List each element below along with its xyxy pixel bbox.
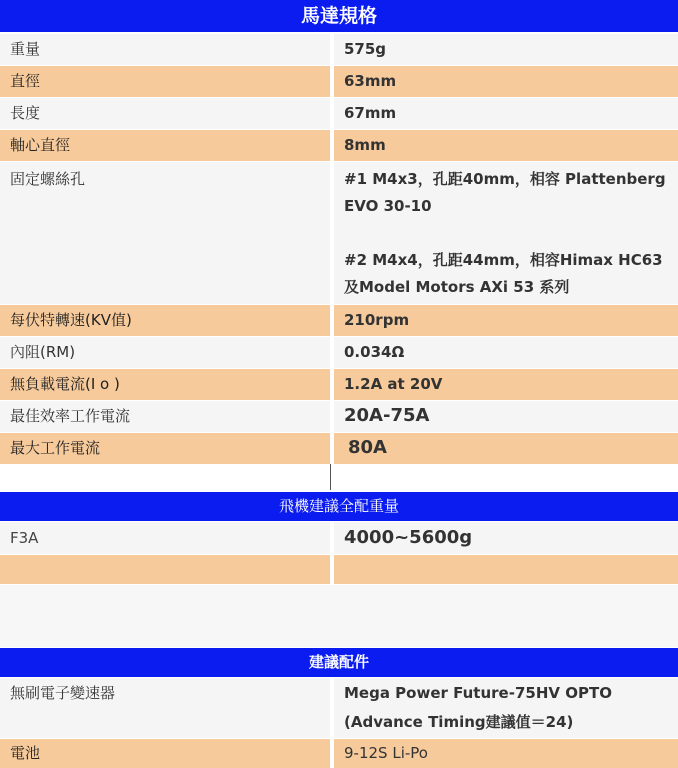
spec-row-max-current — [0, 433, 678, 464]
empty-row — [0, 555, 678, 584]
spec-value-line: #1 M4x3，孔距40mm，相容 Plattenberg — [344, 170, 666, 188]
accessory-row-esc — [0, 678, 678, 738]
spec-value: 63mm — [344, 72, 397, 90]
spec-value-line: EVO 30-10 — [344, 197, 432, 215]
spec-value: 67mm — [344, 104, 397, 122]
spec-label: 固定螺絲孔 — [10, 170, 86, 188]
spec-value-line: 及Model Motors AXi 53 系列 — [344, 278, 570, 296]
section-title: 馬達規格 — [300, 5, 377, 27]
spec-value: 210rpm — [344, 311, 410, 329]
section-header-motor-spec — [0, 0, 678, 32]
spec-label: 最佳效率工作電流 — [10, 407, 131, 425]
spec-label: 重量 — [10, 40, 41, 58]
spec-value: 8mm — [344, 136, 386, 154]
spec-value: 575g — [344, 40, 387, 58]
spec-row-kv — [0, 305, 678, 336]
spec-label: 無負載電流(I o ) — [10, 375, 120, 393]
spec-label: 最大工作電流 — [10, 439, 101, 457]
spec-row-shaft-diameter — [0, 130, 678, 161]
spec-row-resistance — [0, 337, 678, 368]
spec-row-optimal-current — [0, 401, 678, 432]
weight-label: F3A — [10, 529, 39, 547]
empty-area — [0, 585, 678, 647]
spec-label: 直徑 — [10, 72, 41, 90]
spec-row-weight — [0, 34, 678, 65]
accessory-label: 電池 — [10, 744, 41, 762]
spec-value: 80A — [348, 437, 387, 458]
spec-row-length — [0, 98, 678, 129]
section-title: 建議配件 — [308, 653, 369, 671]
accessory-value-line: Mega Power Future-75HV OPTO — [344, 684, 612, 702]
spec-label: 每伏特轉速(KV值) — [10, 311, 132, 329]
section-header-accessories — [0, 648, 678, 677]
weight-row-f3a — [0, 522, 678, 554]
spec-label: 內阻(RM) — [10, 343, 76, 361]
spec-value: 20A-75A — [344, 405, 430, 426]
accessory-value-line: (Advance Timing建議值＝24) — [344, 713, 574, 731]
spec-row-no-load-current — [0, 369, 678, 400]
accessory-row-battery — [0, 739, 678, 768]
spec-value-line: #2 M4x4，孔距44mm，相容Himax HC63 — [344, 251, 663, 269]
spec-label: 長度 — [10, 104, 41, 122]
weight-value: 4000~5600g — [344, 527, 473, 548]
spec-value: 0.034Ω — [344, 343, 405, 361]
spec-row-diameter — [0, 66, 678, 97]
accessory-value: 9-12S Li-Po — [344, 744, 428, 762]
spec-value: 1.2A at 20V — [344, 375, 443, 393]
section-title: 飛機建議全配重量 — [278, 497, 399, 515]
accessory-label: 無刷電子變速器 — [10, 684, 116, 702]
spec-row-mounting-holes — [0, 162, 678, 304]
spec-label: 軸心直徑 — [10, 136, 71, 154]
section-header-aircraft-weight — [0, 492, 678, 521]
column-divider — [330, 464, 331, 490]
